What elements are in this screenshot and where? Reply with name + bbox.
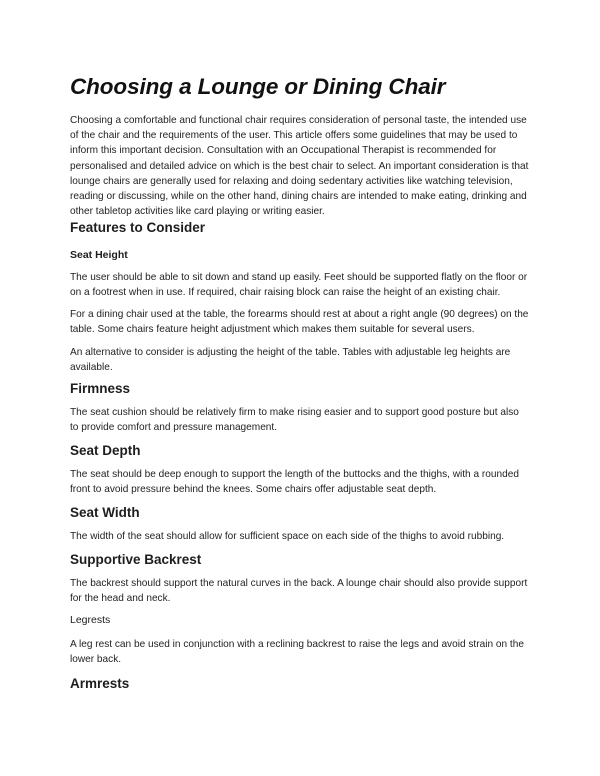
legrests-paragraph: A leg rest can be used in conjunction with a reclining backrest to raise the legs and avoid strain on the lower back.	[70, 639, 524, 666]
seat-height-paragraph-1: The user should be able to sit down and stand up easily. Feet should be supported flatly on the floor or on a footrest when in use. If required, chair raising block can raise the height of an existing chair.	[70, 272, 528, 299]
seat-height-paragraph-3: An alternative to consider is adjusting the height of the table. Tables with adjustable leg heights are available.	[70, 347, 511, 374]
seat-depth-heading: Seat Depth	[70, 443, 141, 458]
supportive-backrest-paragraph: The backrest should support the natural curves in the back. A lounge chair should also provide support for the head and neck.	[70, 578, 528, 605]
firmness-heading: Firmness	[70, 381, 131, 396]
firmness-paragraph: The seat cushion should be relatively firm to make rising easier and to support good posture but also to provide comfort and pressure management.	[70, 407, 519, 434]
armrests-heading: Armrests	[70, 676, 130, 691]
seat-height-paragraph-2: For a dining chair used at the table, the forearms should rest at about a right angle (90 degrees) on the table. Some chairs feature height adjustment which makes them suitable for several users.	[70, 309, 529, 336]
seat-width-heading: Seat Width	[70, 505, 140, 520]
supportive-backrest-heading: Supportive Backrest	[70, 552, 202, 567]
page-title: Choosing a Lounge or Dining Chair	[70, 74, 446, 99]
seat-height-heading: Seat Height	[70, 249, 128, 261]
features-heading: Features to Consider	[70, 220, 206, 235]
intro-paragraph: Choosing a comfortable and functional chair requires consideration of personal taste, the intended use of the chair and the requirements of the user. This article offers some guidelines that may be used to inform this important decision. Consultation with an Occupational Therapist is recommended for personalised and detailed advice on which is the best chair to select. An important consideration is that lounge chairs are generally used for relaxing and doing sedentary activities like watching television, reading or discussing, while on the other hand, dining chairs are intended to make eating, drinking and other tabletop activities like card playing or writing easier.	[70, 115, 529, 218]
legrests-heading: Legrests	[70, 614, 111, 626]
seat-width-paragraph: The width of the seat should allow for sufficient space on each side of the thighs to avoid rubbing.	[70, 531, 505, 542]
seat-depth-paragraph: The seat should be deep enough to support the length of the buttocks and the thighs, with a rounded front to avoid pressure behind the knees. Some chairs offer adjustable seat depth.	[70, 469, 519, 496]
